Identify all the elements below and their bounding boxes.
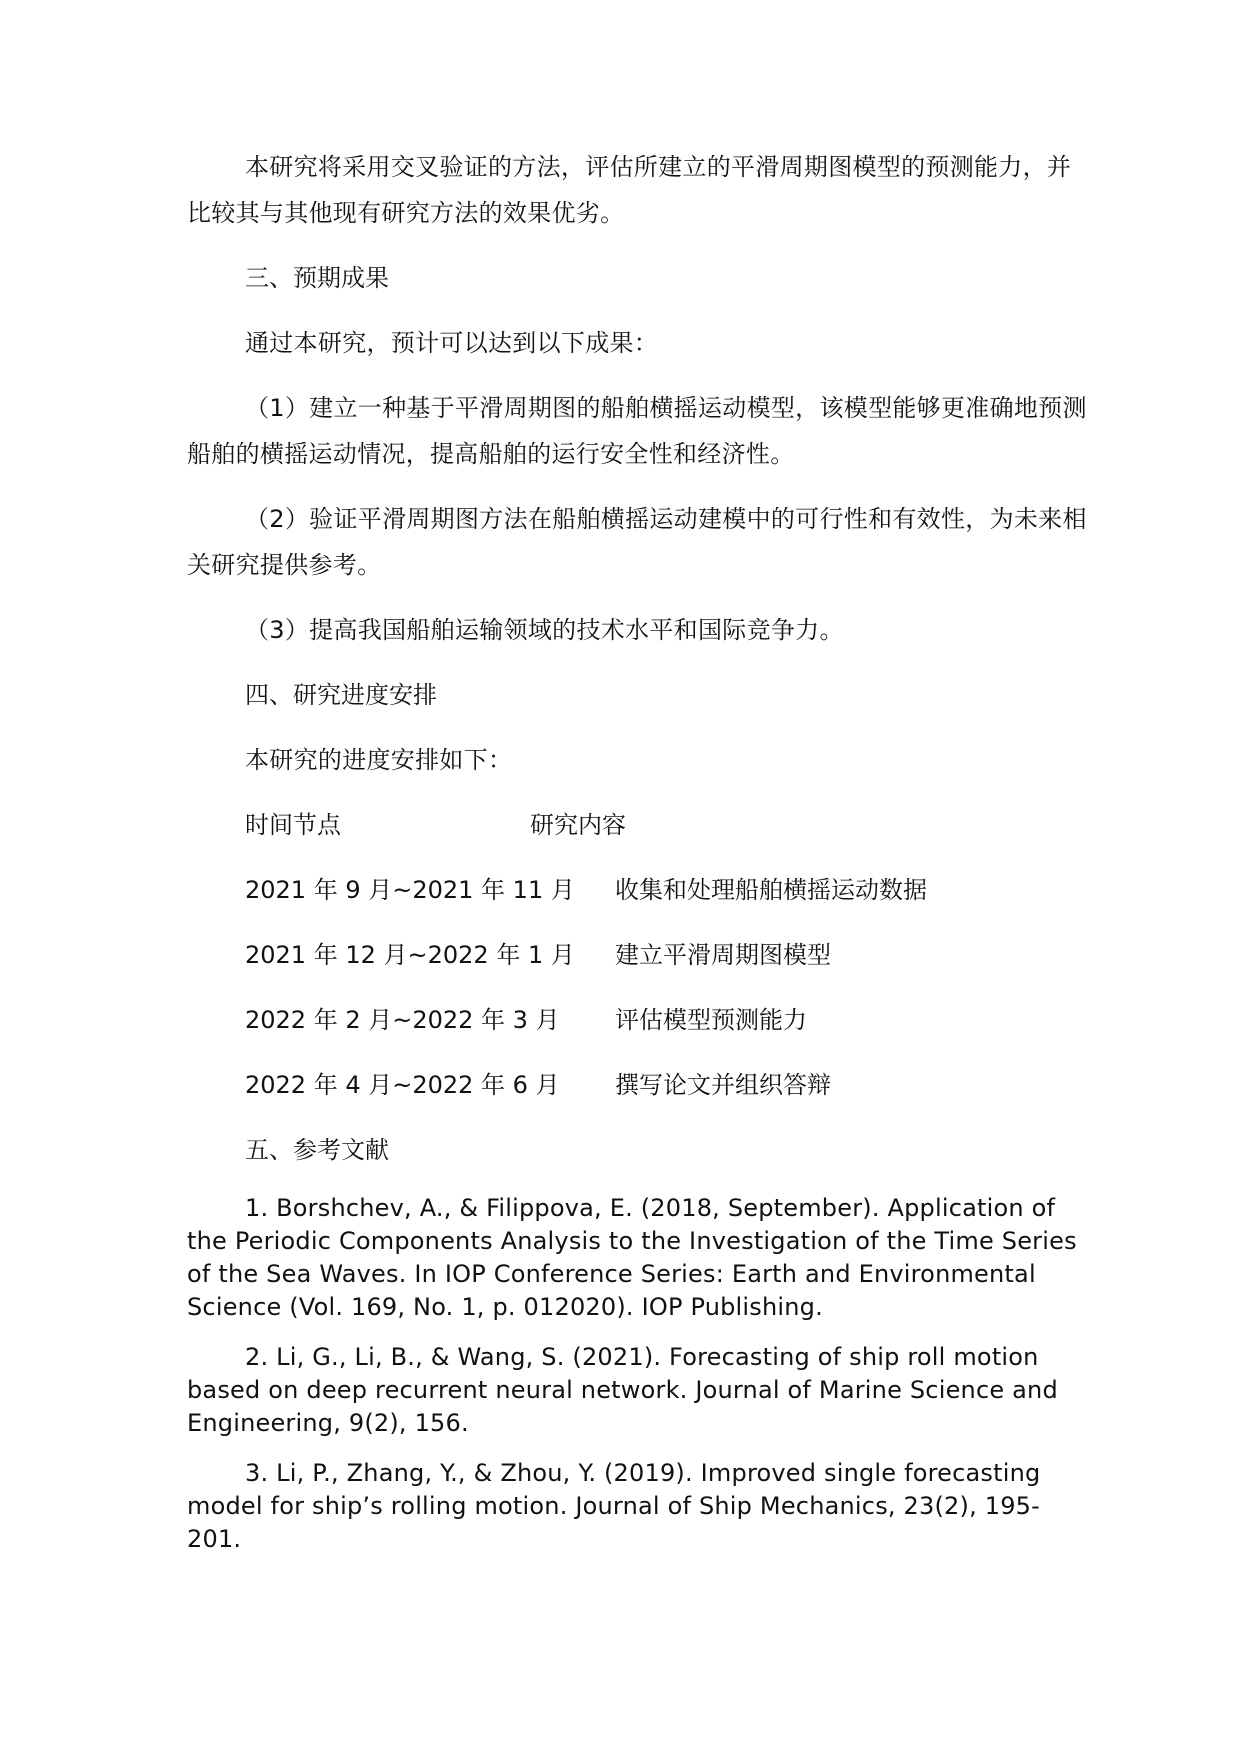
section4-lead: 本研究的进度安排如下： [245,746,513,774]
section4-heading: 四、研究进度安排 [245,681,437,709]
schedule-time: 2022 年 4 月~2022 年 6 月 [245,1071,560,1099]
schedule-row [187,997,1087,1043]
schedule-time: 2021 年 9 月~2021 年 11 月 [245,876,575,904]
reference-item: 1. Borshchev, A., & Filippova, E. (2018, September). Application of the Periodic Components Analysis to the Investigation of the Time Series of the Sea Waves. In IOP Conference Series: Earth and Environmental Science (Vol. 169, No. 1, p. 012020). IOP Publishing. [187,1194,1077,1321]
schedule-time: 2022 年 2 月~2022 年 3 月 [245,1006,560,1034]
schedule-row [187,932,1087,978]
reference-item: 3. Li, P., Zhang, Y., & Zhou, Y. (2019). Improved single forecasting model for ship’s rolling motion. Journal of Ship Mechanics, 23(2), 195-201. [187,1459,1041,1553]
schedule-row [187,867,1087,913]
schedule-content: 撰写论文并组织答辩 [615,1071,831,1099]
document-page [187,144,1087,1573]
schedule-header-content: 研究内容 [530,811,626,839]
schedule-time: 2021 年 12 月~2022 年 1 月 [245,941,575,969]
schedule-header-time: 时间节点 [245,811,341,839]
expected-result-3: （3）提高我国船舶运输领域的技术水平和国际竞争力。 [245,616,844,644]
schedule-row [187,1062,1087,1108]
section3-heading: 三、预期成果 [245,264,389,292]
section5-heading: 五、参考文献 [245,1136,389,1164]
schedule-content: 评估模型预测能力 [615,1006,807,1034]
section3-lead: 通过本研究，预计可以达到以下成果： [245,329,659,357]
expected-result-1: （1）建立一种基于平滑周期图的船舶横摇运动模型，该模型能够更准确地预测船舶的横摇运动情况，提高船舶的运行安全性和经济性。 [187,394,1087,468]
schedule-content: 收集和处理船舶横摇运动数据 [615,876,927,904]
intro-paragraph: 本研究将采用交叉验证的方法，评估所建立的平滑周期图模型的预测能力，并比较其与其他现有研究方法的效果优劣。 [187,153,1072,227]
reference-item: 2. Li, G., Li, B., & Wang, S. (2021). Forecasting of ship roll motion based on deep recurrent neural network. Journal of Marine Science and Engineering, 9(2), 156. [187,1343,1058,1437]
schedule-header [187,802,1087,848]
schedule-content: 建立平滑周期图模型 [615,941,831,969]
expected-result-2: （2）验证平滑周期图方法在船舶横摇运动建模中的可行性和有效性，为未来相关研究提供参考。 [187,505,1087,579]
